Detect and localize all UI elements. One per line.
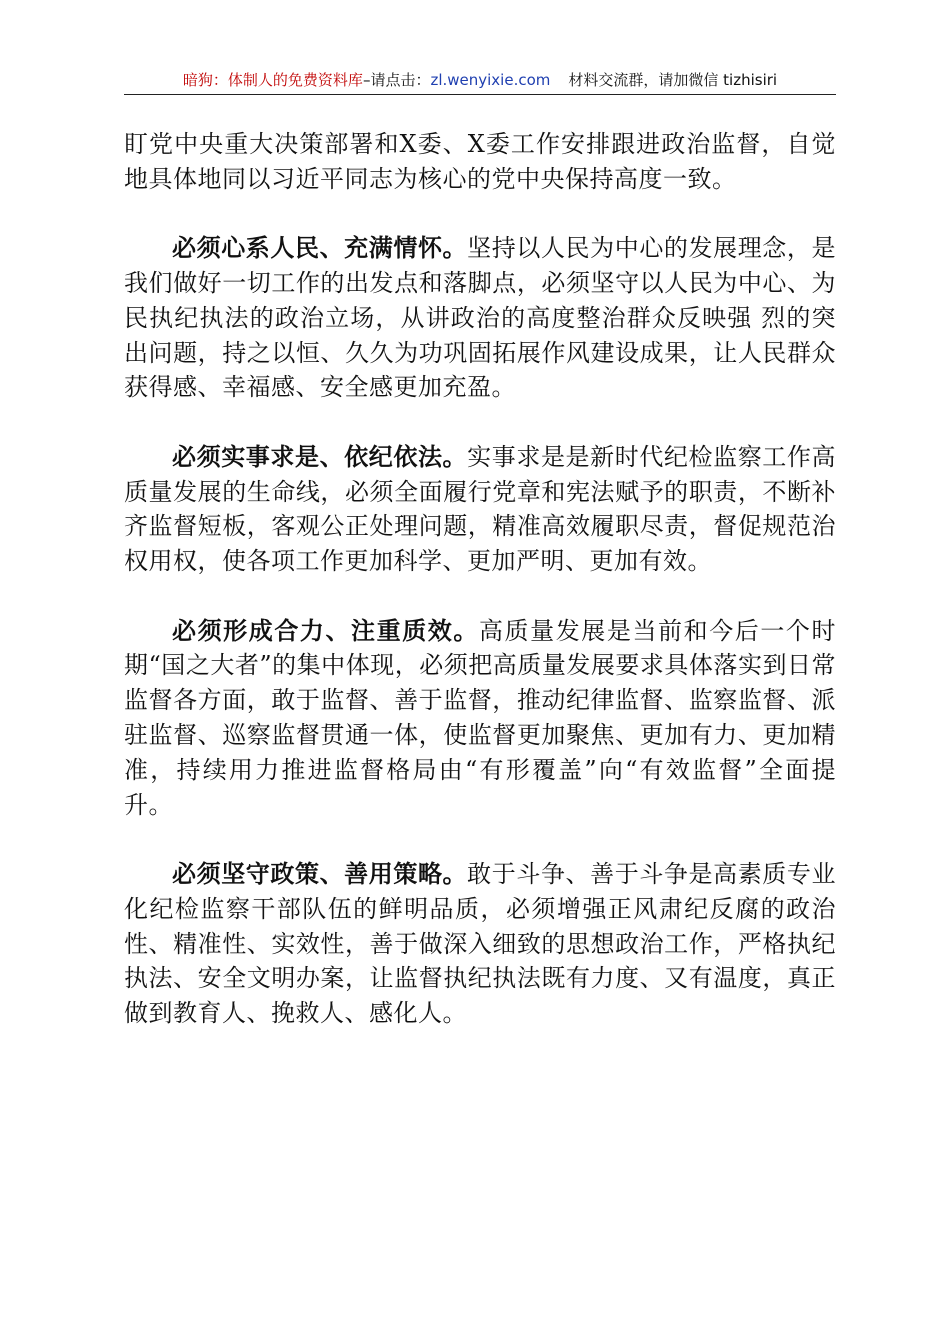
document-body [124, 127, 836, 1031]
paragraph [124, 614, 836, 823]
paragraph-text: 盯党中央重大决策部署和X委、X委工作安排跟进政治监督，自觉地具体地同以习近平同志为核心的党中央保持高度一致。 [124, 130, 836, 193]
header-contact: 材料交流群，请加微信 tizhisiri [568, 71, 778, 89]
paragraph [124, 440, 836, 579]
paragraph-lead: 必须心系人民、充满情怀。 [172, 233, 468, 263]
paragraph [124, 231, 836, 405]
paragraph-lead: 必须坚守政策、善用策略。 [172, 858, 468, 888]
paragraph-text: 高质量发展是当前和今后一个时期“国之大者”的集中体现，必须把高质量发展要求具体落实到日常监督各方面，敢于监督、善于监督，推动纪律监督、监察监督、派驻监督、巡察监督贯通一体，使监督更加聚焦、更加有力、更加精准，持续用力推进监督格局由“有形覆盖”向“有效监督”全面提升。 [124, 616, 837, 819]
paragraph-lead: 必须形成合力、注重质效。 [172, 615, 479, 645]
header-brand: 暗狗：体制人的免费资料库 [182, 71, 363, 89]
paragraph-lead: 必须实事求是、依纪依法。 [172, 441, 468, 471]
paragraph [124, 857, 836, 1031]
header-url-link[interactable]: zl.wenyixie.com [430, 71, 551, 89]
paragraph-text: 实事求是是新时代纪检监察工作高质量发展的生命线，必须全面履行党章和宪法赋予的职责，不断补齐监督短板，客观公正处理问题，精准高效履职尽责，督促规范治权用权，使各项工作更加科学、更加严明、更加有效。 [124, 442, 837, 576]
paragraph-text: 敢于斗争、善于斗争是高素质专业化纪检监察干部队伍的鲜明品质，必须增强正风肃纪反腐的政治性、精准性、实效性，善于做深入细致的思想政治工作，严格执纪执法、安全文明办案，让监督执纪执法既有力度、又有温度，真正做到教育人、挽救人、感化人。 [124, 859, 837, 1028]
paragraph-continuation [124, 127, 836, 197]
paragraph-text: 坚持以人民为中心的发展理念，是我们做好一切工作的出发点和落脚点，必须坚守以人民为中心、为民执纪执法的政治立场，从讲政治的高度整治群众反映强 烈的突出问题，持之以恒、久久为功巩固拓展作风建设成果，让人民群众获得感、幸福感、安全感更加充盈。 [124, 234, 837, 402]
page-header [124, 68, 836, 95]
header-click-prompt: –请点击： [362, 71, 431, 89]
